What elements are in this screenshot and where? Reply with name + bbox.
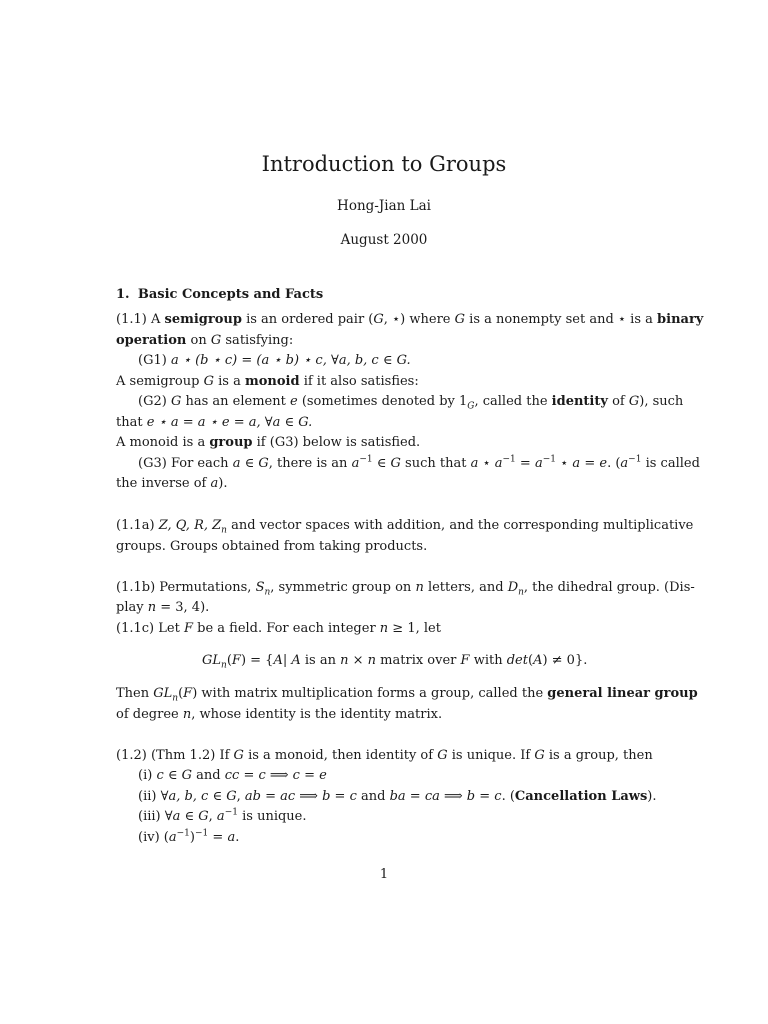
theorem-1-2-line: (1.2) (Thm 1.2) If G is a monoid, then identity of G is unique. If G is a group, then [116,748,653,763]
gl-statement-line-1: Then $GL_n(F)$ with matrix multiplication forms a group, called the general linear group [116,686,698,704]
date: August 2000 [340,232,428,248]
def-semigroup-line-2: operation on G satisfying: [116,333,294,348]
section-number: 1. [116,287,130,302]
theorem-1-2-item-i: (i) c ∈ G and cc = c ⟹ c = e [138,768,327,783]
theorem-1-2-item-ii: (ii) ∀a, b, c ∈ G, ab = ac ⟹ b = c and ba = ca ⟹ b = c. (Cancellation Laws). [138,789,657,804]
paper-title: Introduction to Groups [261,152,507,176]
axiom-g2-formula: e ⋆ a = a ⋆ e = a, ∀a ∈ G. [146,415,313,430]
example-1-1c-line: (1.1c) Let F be a field. For each integer n ≥ 1, let [116,621,441,636]
axiom-g3-line-1: (G3) For each a ∈ G, there is an $a^{-1}$ ∈ G such that a ⋆ $a^{-1} = a^{-1}$ ⋆ a = e. ($a^{-1}$ is called [138,454,700,471]
theorem-1-2-item-iii: (iii) ∀a ∈ G, $a^{-1}$ is unique. [138,807,307,824]
section-title: Basic Concepts and Facts [137,287,324,302]
theorem-1-2-item-iv: (iv) $(a^{-1})^{-1} = a$. [138,828,240,845]
example-1-1a-line-1: (1.1a) Z, Q, R, $Z_n$ and vector spaces with addition, and the corresponding multiplicative [116,518,694,536]
author: Hong-Jian Lai [337,198,431,214]
term-identity: identity [551,394,608,409]
axiom-g3-line-2: the inverse of a). [116,476,228,491]
term-operation: operation [116,333,187,348]
example-1-1a-line-2: groups. Groups obtained from taking products. [116,539,428,554]
term-cancellation-laws: Cancellation Laws [514,789,648,804]
term-group: group [209,435,253,450]
def-semigroup-line-1: (1.1) A semigroup is an ordered pair (G, ⋆) where G is a nonempty set and ⋆ is a binary [116,312,704,327]
example-1-1b-line-1: (1.1b) Permutations, $S_n$, symmetric group on n letters, and $D_n$, the dihedral group. (Dis- [116,580,695,598]
term-binary: binary [657,312,704,327]
def-group-line: A monoid is a group if (G3) below is satisfied. [116,435,421,450]
page-number: 1 [379,867,389,882]
axiom-g2-line-2: that e ⋆ a = a ⋆ e = a, ∀a ∈ G. [116,415,313,430]
term-monoid: monoid [244,374,300,389]
axiom-g1-formula: a ⋆ (b ⋆ c) = (a ⋆ b) ⋆ c, ∀a, b, c ∈ G. [170,353,411,368]
def-monoid-line: A semigroup G is a monoid if it also satisfies: [116,374,419,389]
example-1-1b-line-2: play n = 3, 4). [116,600,210,615]
axiom-g1: (G1) a ⋆ (b ⋆ c) = (a ⋆ b) ⋆ c, ∀a, b, c ∈ G. [138,353,411,368]
term-semigroup: semigroup [164,312,242,327]
gl-definition-formula: $GL_n(F) = \{A|$ A is an n × n matrix over F with det(A) ≠ 0}. [202,653,588,671]
term-general-linear-group: general linear group [547,686,698,701]
section-heading [116,286,674,303]
gl-statement-line-2: of degree n, whose identity is the identity matrix. [116,707,443,722]
axiom-g2-line-1: (G2) G has an element e (sometimes denoted by $1_G$, called the identity of G), such [138,394,684,412]
